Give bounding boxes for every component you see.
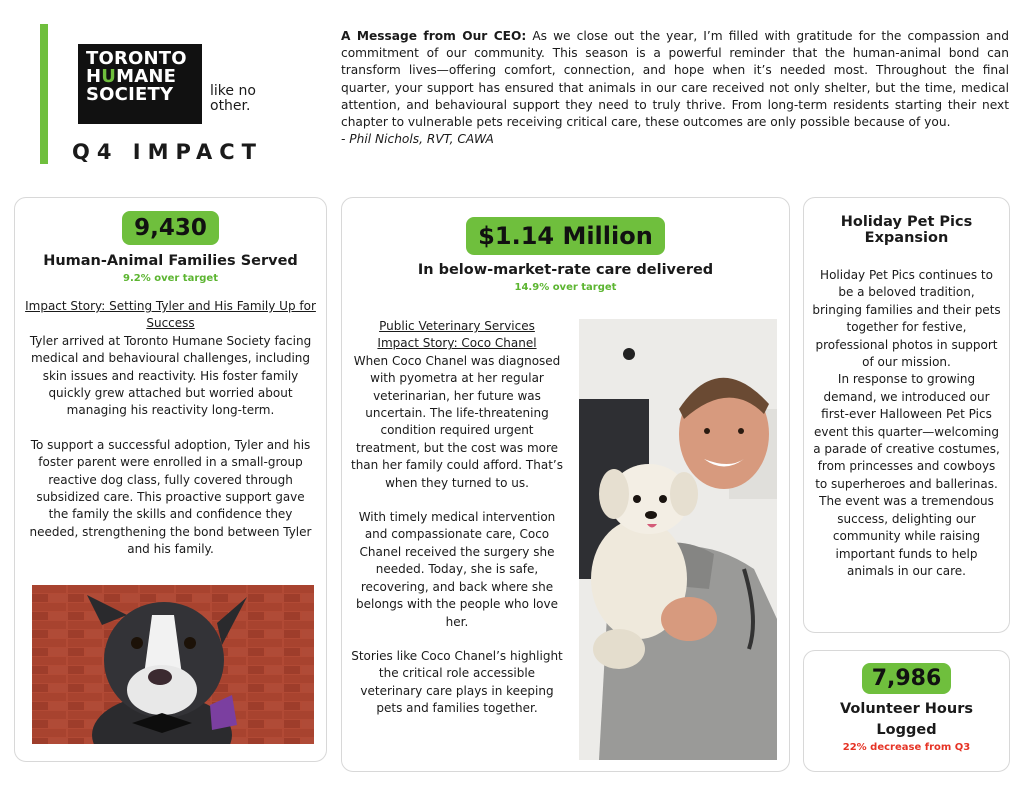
holiday-p2: In response to growing demand, we introduced our first-ever Halloween Pet Pics event this quarter—welcoming a parade of creative costumes, from princesses and cowboys to superheroes and ballerinas.: [813, 372, 1000, 491]
care-stat: $1.14 Million: [466, 217, 665, 255]
section-title: Q4 IMPACT: [72, 140, 263, 164]
families-story-p1: Tyler arrived at Toronto Humane Society facing medical and behavioural challenges, including skin issues and reactivity. His foster family quickly grew attached but worried about managing his reactivity long-term.: [29, 333, 312, 418]
families-delta: 9.2% over target: [123, 273, 218, 284]
volunteer-stat: 7,986: [862, 663, 952, 694]
logo-line-3: SOCIETY: [86, 84, 174, 105]
care-card: [341, 197, 790, 772]
care-delta: 14.9% over target: [514, 282, 617, 293]
accent-bar: [40, 24, 48, 164]
care-story-p3: Stories like Coco Chanel’s highlight the critical role accessible veterinary care plays in keeping pets and families together.: [351, 648, 563, 716]
holiday-title: Holiday Pet Pics Expansion: [840, 214, 973, 246]
care-story-heading-1: Public Veterinary Services: [379, 319, 535, 333]
families-card: [14, 197, 327, 762]
tyler-dog-photo: [32, 585, 314, 744]
care-story-heading-2: Impact Story: Coco Chanel: [377, 336, 537, 351]
volunteer-delta: 22% decrease from Q3: [842, 742, 971, 753]
families-story: [15, 298, 326, 559]
families-stat: 9,430: [122, 211, 219, 245]
care-story: [348, 318, 566, 718]
holiday-card: [803, 197, 1010, 633]
coco-chanel-photo: [579, 319, 777, 760]
families-story-title: Impact Story: Setting Tyler and His Family Up for Success: [25, 299, 316, 331]
logo-line-1: TORONTO: [86, 48, 187, 69]
families-story-p2: To support a successful adoption, Tyler and his foster parent were enrolled in a small-group reactive dog class, fully covered through subsidized care. This proactive support gave the family the skills and confidence they needed, strengthening the bond between Tyler and his family.: [29, 437, 312, 557]
volunteer-card: [803, 650, 1010, 772]
logo: [78, 44, 202, 124]
logo-line-2: HUMANE: [86, 66, 177, 87]
volunteer-title: Volunteer Hours Logged: [839, 701, 973, 738]
ceo-text: As we close out the year, I’m filled with gratitude for the compassion and commitment of our community. This season is a powerful reminder that the human-animal bond can transform lives—offering comfort, connection, and hope when it’s needed most. Throughout the final quarter, your support has ensured that animals in our care received not only shelter, but the time, medical attention, and behavioural support they need to truly thrive. From long-term residents starting their next chapter to vulnerable pets receiving critical care, these outcomes are only possible because of you.: [341, 29, 1009, 130]
tagline: like no other.: [210, 83, 256, 114]
holiday-p3: The event was a tremendous success, delighting our community while raising important funds to help animals in our care.: [819, 494, 994, 578]
ceo-signature: - Phil Nichols, RVT, CAWA: [341, 132, 494, 147]
ceo-message: [341, 28, 1009, 148]
holiday-body: [804, 267, 1009, 580]
families-title: Human-Animal Families Served: [43, 253, 298, 269]
care-story-p2: With timely medical intervention and compassionate care, Coco Chanel received the surgery she needed. Today, she is safe, recovering, and back where she belongs with the people who love her.: [356, 510, 558, 629]
care-title: In below-market-rate care delivered: [417, 262, 714, 278]
holiday-p1: Holiday Pet Pics continues to be a beloved tradition, bringing families and their pets together for festive, professional photos in support of our mission.: [812, 268, 1001, 370]
care-story-p1: When Coco Chanel was diagnosed with pyometra at her regular veterinarian, her future was uncertain. The life-threatening condition required urgent treatment, but the cost was more than her family could afford. That’s when they turned to us.: [351, 353, 563, 490]
ceo-label: A Message from Our CEO:: [341, 29, 527, 43]
